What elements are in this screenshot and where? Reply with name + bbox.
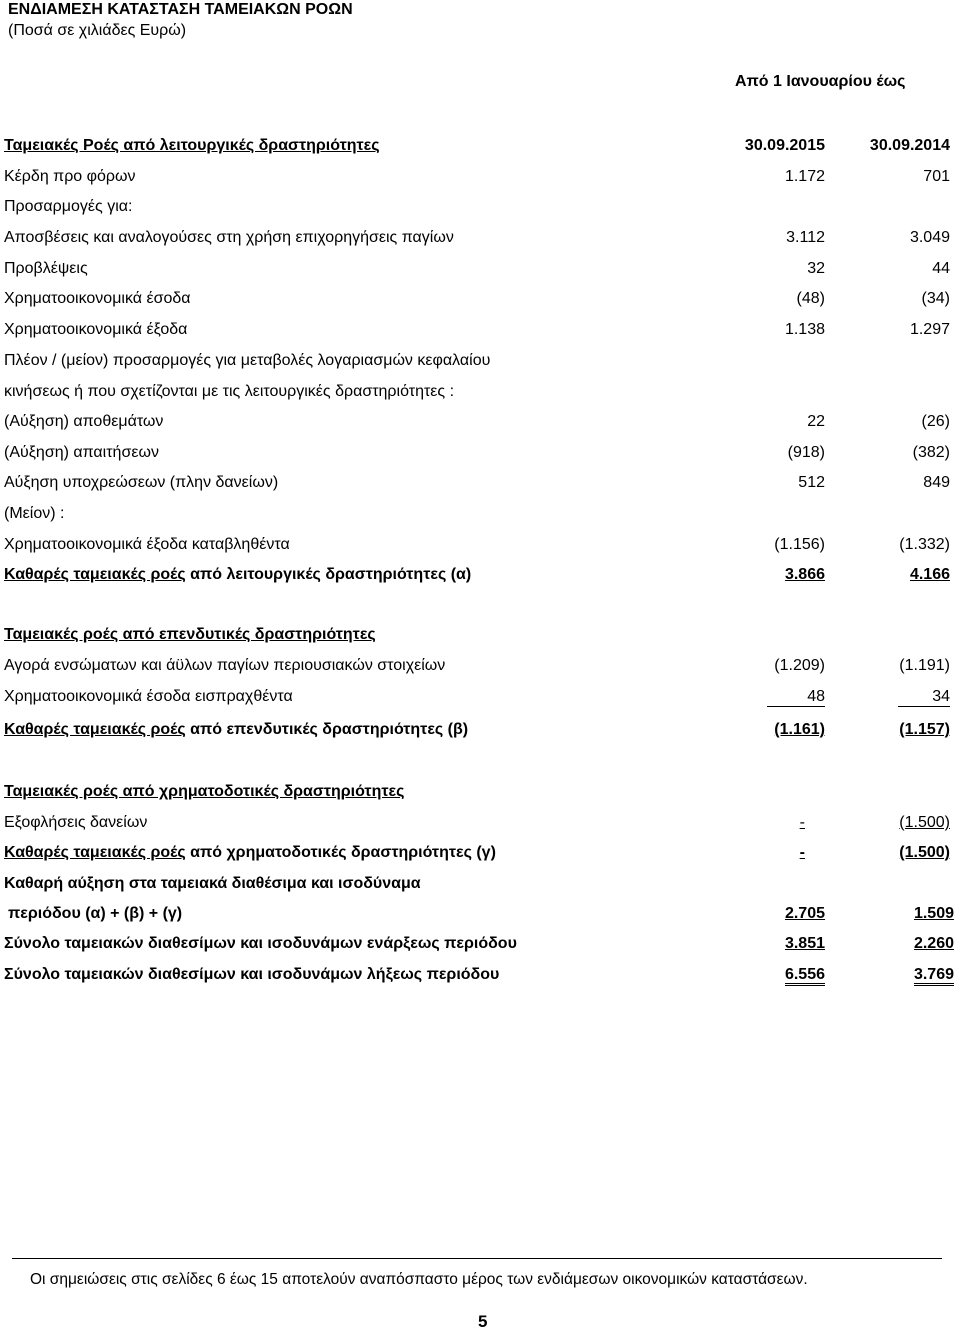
- inventories-2014: (26): [921, 413, 950, 430]
- closing-cash-2014-value: 3.769: [914, 966, 954, 986]
- footer-separator: [12, 1258, 942, 1259]
- net-increase-2014: 1.509: [913, 905, 954, 922]
- interest-paid-label: Χρηματοοικονομικά έξοδα καταβληθέντα: [4, 536, 290, 553]
- net-operating-label-underlined: Καθαρές ταμειακές ροές: [4, 566, 186, 583]
- financial-expenses-2015: 1.138: [784, 321, 825, 338]
- receivables-2015: (918): [787, 444, 825, 461]
- inventories-2015: 22: [807, 413, 825, 430]
- financing-heading: Ταμειακές ροές από χρηματοδοτικές δραστηριότητες: [4, 783, 405, 800]
- financial-income-received-2015: [767, 687, 825, 707]
- net-operating-label-rest: από λειτουργικές δραστηριότητες (α): [185, 566, 472, 583]
- financial-income-received-label: Χρηματοοικονομικά έσοδα εισπραχθέντα: [4, 688, 293, 705]
- loan-repayments-2014: (1.500): [899, 814, 950, 831]
- net-investing-label-underlined: Καθαρές ταμειακές ροές: [4, 721, 186, 738]
- provisions-label: Προβλέψεις: [4, 260, 88, 277]
- asset-purchases-label: Αγορά ενσώματων και άϋλων παγίων περιουσιακών στοιχείων: [4, 657, 446, 674]
- inventories-label: (Αύξηση) αποθεμάτων: [4, 413, 164, 430]
- operating-heading: Ταμειακές Ροές από λειτουργικές δραστηριότητες: [4, 137, 380, 154]
- financial-income-received-2014: [898, 687, 950, 707]
- adjustments-label: Προσαρμογές για:: [4, 198, 133, 215]
- net-financing-label: [4, 843, 496, 863]
- depreciation-2014: 3.049: [909, 229, 950, 246]
- column-header-2015: 30.09.2015: [744, 137, 825, 154]
- statement-title: ΕΝΔΙΑΜΕΣΗ ΚΑΤΑΣΤΑΣΗ ΤΑΜΕΙΑΚΩΝ ΡΟΩΝ: [8, 1, 353, 18]
- investing-heading: Ταμειακές ροές από επενδυτικές δραστηριότητες: [4, 626, 376, 643]
- net-financing-2015: -: [799, 844, 805, 861]
- net-investing-label-rest: από επενδυτικές δραστηριότητες (β): [185, 721, 469, 738]
- receivables-label: (Αύξηση) απαιτήσεων: [4, 444, 159, 461]
- profit-before-tax-label: Κέρδη προ φόρων: [4, 168, 136, 185]
- net-investing-2015: (1.161): [774, 721, 825, 738]
- profit-before-tax-2014: 701: [923, 168, 950, 185]
- closing-cash-2015: [785, 965, 825, 985]
- financial-expenses-2014: 1.297: [909, 321, 950, 338]
- less-label: (Μείον) :: [4, 505, 65, 522]
- period-label: Από 1 Ιανουαρίου έως: [735, 73, 906, 90]
- opening-cash-label: Σύνολο ταμειακών διαθεσίμων και ισοδυνάμων ενάρξεως περιόδου: [4, 935, 517, 952]
- net-operating-2014: 4.166: [909, 566, 950, 583]
- depreciation-2015: 3.112: [786, 229, 825, 246]
- asset-purchases-2014: (1.191): [899, 657, 950, 674]
- financial-income-received-2014-value: 34: [898, 688, 950, 707]
- financial-income-2014: (34): [921, 290, 950, 307]
- working-capital-label-2: κινήσεως ή που σχετίζονται με τις λειτουργικές δραστηριότητες :: [4, 383, 455, 400]
- footnote: Οι σημειώσεις στις σελίδες 6 έως 15 αποτελούν αναπόσπαστο μέρος των ενδιάμεσων οικονομικών καταστάσεων.: [30, 1271, 808, 1288]
- net-financing-label-rest: από χρηματοδοτικές δραστηριότητες (γ): [185, 844, 496, 861]
- opening-cash-2015: 3.851: [784, 935, 825, 952]
- net-investing-label: [4, 720, 468, 740]
- provisions-2015: 32: [807, 260, 825, 277]
- closing-cash-label: Σύνολο ταμειακών διαθεσίμων και ισοδυνάμων λήξεως περιόδου: [4, 966, 500, 983]
- working-capital-label-1: Πλέον / (μείον) προσαρμογές για μεταβολές λογαριασμών κεφαλαίου: [4, 352, 491, 369]
- liabilities-2015: 512: [798, 474, 825, 491]
- loan-repayments-2015: -: [799, 814, 805, 831]
- column-header-2014: 30.09.2014: [869, 137, 950, 154]
- net-increase-2015: 2.705: [784, 905, 825, 922]
- net-financing-2014: (1.500): [899, 844, 950, 861]
- net-increase-label-2: περιόδου (α) + (β) + (γ): [8, 905, 183, 922]
- receivables-2014: (382): [912, 444, 950, 461]
- financial-income-2015: (48): [796, 290, 825, 307]
- financial-expenses-label: Χρηματοοικονομικά έξοδα: [4, 321, 188, 338]
- net-operating-label: [4, 565, 471, 585]
- liabilities-label: Αύξηση υποχρεώσεων (πλην δανείων): [4, 474, 279, 491]
- net-investing-2014: (1.157): [899, 721, 950, 738]
- provisions-2014: 44: [932, 260, 950, 277]
- closing-cash-2014: [914, 965, 954, 985]
- asset-purchases-2015: (1.209): [774, 657, 825, 674]
- interest-paid-2015: (1.156): [774, 536, 825, 553]
- net-increase-label-1: Καθαρή αύξηση στα ταμειακά διαθέσιμα και ισοδύναμα: [4, 875, 421, 892]
- financial-income-received-2015-value: 48: [767, 688, 825, 707]
- financial-income-label: Χρηματοοικονομικά έσοδα: [4, 290, 191, 307]
- interest-paid-2014: (1.332): [899, 536, 950, 553]
- depreciation-label: Αποσβέσεις και αναλογούσες στη χρήση επιχορηγήσεις παγίων: [4, 229, 454, 246]
- statement-subtitle: (Ποσά σε χιλιάδες Ευρώ): [8, 22, 187, 39]
- opening-cash-2014: 2.260: [913, 935, 954, 952]
- profit-before-tax-2015: 1.172: [784, 168, 825, 185]
- net-financing-label-underlined: Καθαρές ταμειακές ροές: [4, 844, 186, 861]
- liabilities-2014: 849: [923, 474, 950, 491]
- page-number: 5: [478, 1312, 488, 1331]
- closing-cash-2015-value: 6.556: [785, 966, 825, 986]
- loan-repayments-label: Εξοφλήσεις δανείων: [4, 814, 148, 831]
- net-operating-2015: 3.866: [784, 566, 825, 583]
